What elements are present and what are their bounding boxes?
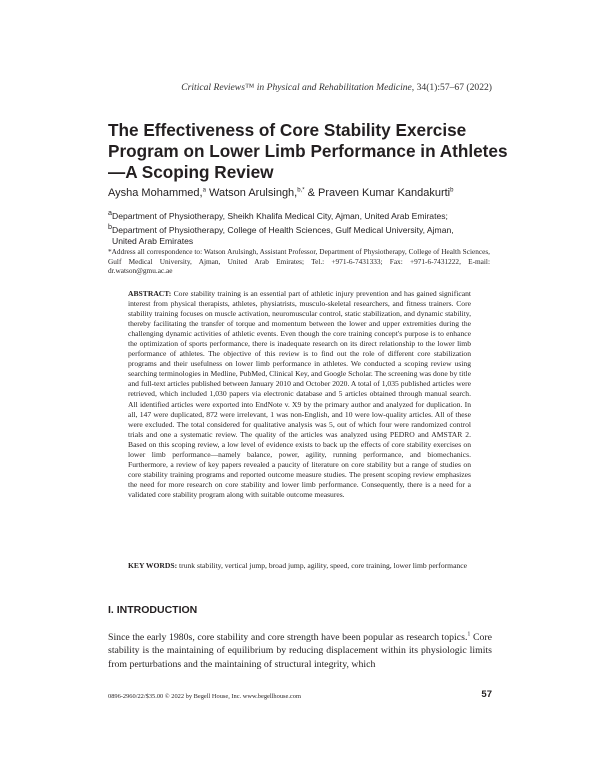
body-paragraph [108, 631, 492, 671]
abstract [128, 289, 471, 500]
author-name: Praveen Kumar Kandakurti [318, 187, 451, 199]
journal-header [72, 82, 492, 93]
affiliation-text: Department of Physiotherapy, Sheikh Khalifa Medical City, Ajman, United Arab Emirates; [111, 210, 448, 221]
author-name: Aysha Mohammed, [108, 187, 203, 199]
article-title: The Effectiveness of Core Stability Exercise Program on Lower Limb Performance in Athletes—A Scoping Review [108, 120, 508, 182]
author-list [108, 187, 528, 199]
affiliations [108, 208, 508, 247]
affiliation [108, 222, 508, 236]
author-separator: & [304, 187, 319, 199]
footer-copyright: 0896-2960/22/$35.00 © 2022 by Begell House, Inc. www.begellhouse.com [108, 693, 301, 700]
keywords-text: trunk stability, vertical jump, broad jump, agility, speed, core training, lower limb performance [177, 561, 467, 570]
journal-citation: , 34(1):57–67 (2022) [411, 82, 492, 93]
keywords [128, 561, 471, 571]
author-affiliation-mark: b,* [297, 187, 305, 194]
body-text: Since the early 1980s, core stability and core strength have been popular as research topics. [108, 632, 468, 643]
page-number: 57 [481, 689, 492, 700]
affiliation-mark: a [108, 209, 112, 217]
affiliation-text: Department of Physiotherapy, College of Health Sciences, Gulf Medical University, Ajman, [111, 224, 454, 235]
reference-mark[interactable]: 1 [467, 631, 471, 638]
author-affiliation-mark: b [450, 187, 454, 194]
author-name: Watson Arulsingh, [208, 187, 298, 199]
keywords-label: KEY WORDS: [128, 561, 178, 570]
author-affiliation-mark: a [202, 187, 206, 194]
affiliation [108, 236, 508, 247]
abstract-label: ABSTRACT: [128, 289, 172, 298]
affiliation-text: United Arab Emirates [112, 235, 194, 246]
body-text: Core stability is the maintaining of equilibrium by reducing displacement within its physiologic limits from perturbations and the maintaining of structural integrity, which [108, 632, 492, 670]
abstract-text: Core stability training is an essential part of athletic injury prevention and has gained significant interest from physical therapists, athletes, physiatrists, musculo-skeletal researchers, and fitness trainers. Core stability training focuses on muscle activation, neuromuscular control, static stabilization, and dynamic stability, thereby facilitating the transfer of torque and momentum between the lower and upper extremities during the challenging dynamic activities of athletic events. Even though the core training concept's purpose is to enhance the optimization of sports performance, there is inadequate research on its direct relationship to the lower limb performance of athletes. The objective of this review is to find out the role of different core stabilization programs and their usefulness on lower limb performance in athletes. We conducted a scoping review using searching terminologies in Medline, PubMed, Clinical Key, and Google Scholar. The screening was done by title and full-text articles published between January 2010 and October 2020. A total of 1,035 published articles were retrieved, which included 1,030 papers via electronic database and 5 articles obtained through manual search. All identified articles were exported into EndNote v. X9 by the primary author and analyzed for duplication. In all, 147 were duplicated, 872 were irrelevant, 1 was non-English, and 10 were low-quality articles. All of these were excluded. The total considered for qualitative analysis was 5, out of which four were randomized control trials and one a systematic review. The quality of the articles was analyzed using PEDRO and AMSTAR 2. Based on this scoping review, a low level of evidence exists to back up the effects of core stability exercises on lower limb performance—namely balance, power, agility, running performance, and biomechanics. Furthermore, a review of key papers revealed a paucity of literature on core stability but a range of studies on core stability training programs and reported outcome measure studies. The present scoping review emphasizes the need for more research on core stability and lower limb performance. Consequently, there is a need for a validated core stability program along with suitable outcome measures. [128, 289, 471, 499]
affiliation [108, 208, 508, 222]
correspondence-note: *Address all correspondence to: Watson Arulsingh, Assistant Professor, Department of Physiotherapy, College of Health Sciences, Gulf Medical University, Ajman, United Arab Emirates; Tel.: +971-6-7431333; Fax: +971-6-7431222, E-mail: dr.watson@gmu.ac.ae [108, 247, 490, 276]
journal-name: Critical Reviews™ in Physical and Rehabilitation Medicine [181, 82, 412, 93]
section-heading: I. INTRODUCTION [108, 604, 198, 616]
affiliation-mark: b [108, 222, 112, 231]
